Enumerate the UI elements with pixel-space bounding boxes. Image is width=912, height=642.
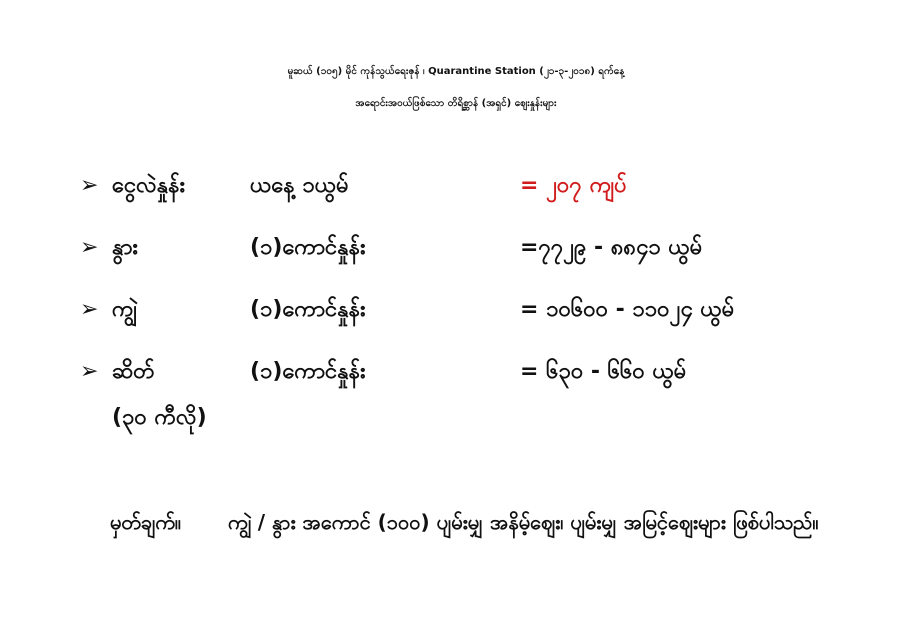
row-quantity: (၁)ကောင်နှုန်း [250, 235, 366, 260]
row-price: = ၁၀၆၀၀ - ၁၁၀၂၄ ယွမ် [520, 297, 735, 322]
goat-weight-note: (၃၀ ကီလို) [112, 405, 207, 430]
price-row-cattle [0, 230, 912, 266]
title-line-1: မူဆယ် (၁၀၅) မိုင် ကုန်သွယ်ရေးဇုန် ၊ Quarantine Station (၂၁-၃-၂၀၁၈) ရက်နေ့ [287, 66, 625, 77]
row-quantity: (၁)ကောင်နှုန်း [250, 297, 366, 322]
row-item: ငွေလဲနှုန်း [112, 173, 186, 198]
price-row-buffalo [0, 292, 912, 328]
footnote-label: မှတ်ချက်။ [110, 510, 181, 534]
bullet-arrow-icon: ➢ [80, 297, 99, 322]
row-item: ဆိတ် [112, 359, 155, 384]
goat-weight-note-row [0, 400, 912, 436]
price-row-exchange-rate [0, 168, 912, 204]
row-price: =၇၇၂၉ - ၈၈၄၁ ယွမ် [520, 235, 703, 260]
title-line-2: အရောင်းအဝယ်ဖြစ်သော တိရိစ္ဆာန် (အရှင်) ဈေးနှုန်းများ [355, 98, 557, 109]
bullet-arrow-icon: ➢ [80, 173, 99, 198]
footnote-text: ကျွဲ / နွား အကောင် (၁၀၀) ပျမ်းမျှ အနိမ့်ဈေး၊ ပျမ်းမျှ အမြင့်ဈေးများ ဖြစ်ပါသည်။ [228, 510, 819, 534]
row-quantity: (၁)ကောင်နှုန်း [250, 359, 366, 384]
row-price: = ၆၃၀ - ၆၆၀ ယွမ် [520, 359, 687, 384]
row-item: နွား [112, 235, 138, 260]
bullet-arrow-icon: ➢ [80, 235, 99, 260]
bullet-arrow-icon: ➢ [80, 359, 99, 384]
price-row-goat [0, 354, 912, 390]
row-price: = ၂၀၇ ကျပ် [520, 173, 627, 198]
row-quantity: ယနေ့ ၁ယွမ် [250, 173, 349, 198]
row-item: ကျွဲ [112, 297, 138, 322]
